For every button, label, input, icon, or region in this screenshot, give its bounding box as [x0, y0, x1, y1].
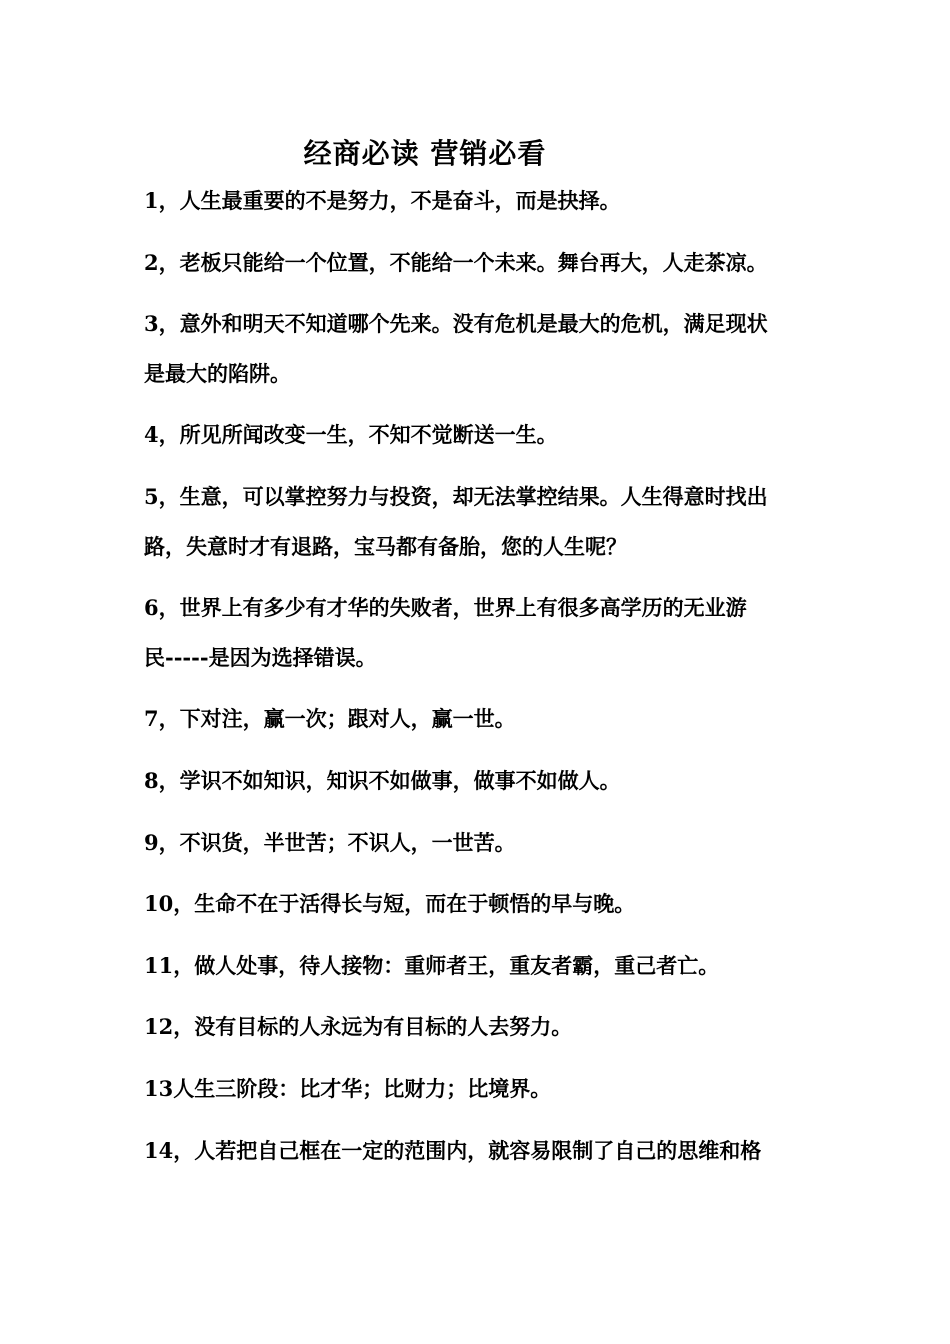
text-line: 是最大的陷阱。 [144, 361, 291, 386]
text-line: 12，没有目标的人永远为有目标的人去努力。 [144, 1014, 573, 1039]
text-line: 8，学识不如知识，知识不如做事，做事不如做人。 [144, 768, 621, 793]
text-line: 10，生命不在于活得长与短，而在于顿悟的早与晚。 [144, 891, 636, 916]
text-line: 1，人生最重要的不是努力，不是奋斗，而是抉择。 [144, 188, 621, 213]
text-line: 11，做人处事，待人接物：重师者王，重友者霸，重己者亡。 [144, 953, 720, 978]
document-title: 经商必读 营销必看 [303, 137, 547, 170]
text-line: 5，生意，可以掌控努力与投资，却无法掌控结果。人生得意时找出 [144, 484, 768, 509]
text-line: 14，人若把自己框在一定的范围内，就容易限制了自己的思维和格 [144, 1138, 762, 1163]
text-line: 13人生三阶段：比才华；比财力；比境界。 [144, 1076, 552, 1101]
text-line: 9，不识货，半世苦；不识人，一世苦。 [144, 830, 516, 855]
text-line: 2，老板只能给一个位置，不能给一个未来。舞台再大，人走茶凉。 [144, 250, 768, 275]
text-line: 3，意外和明天不知道哪个先来。没有危机是最大的危机，满足现状 [144, 311, 768, 336]
text-line: 7，下对注，赢一次；跟对人，赢一世。 [144, 706, 516, 731]
text-line: 路，失意时才有退路，宝马都有备胎，您的人生呢？ [144, 534, 627, 559]
text-line: 民-----是因为选择错误。 [144, 645, 377, 670]
text-line: 6，世界上有多少有才华的失败者，世界上有很多高学历的无业游 [144, 595, 747, 620]
text-line: 4，所见所闻改变一生，不知不觉断送一生。 [144, 422, 558, 447]
